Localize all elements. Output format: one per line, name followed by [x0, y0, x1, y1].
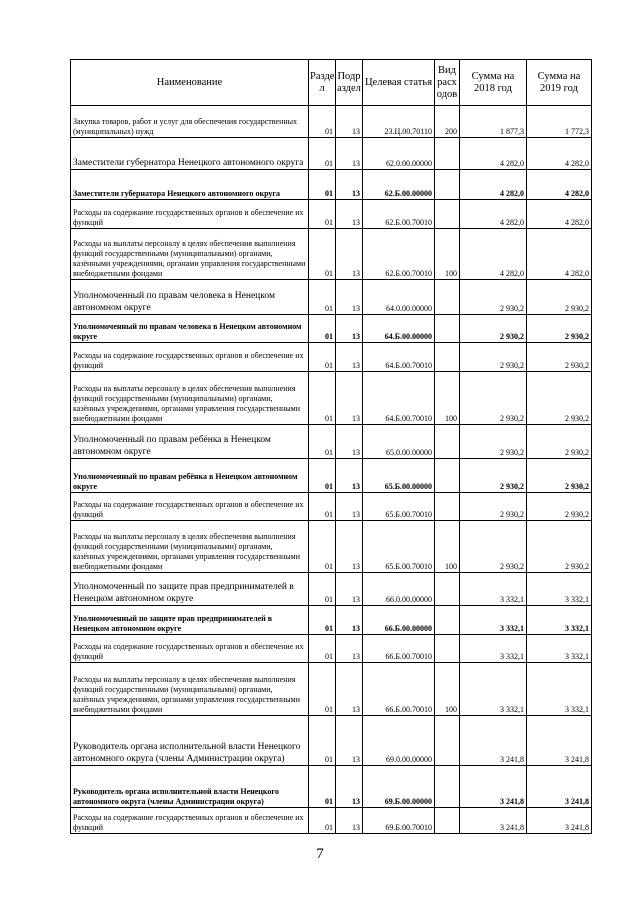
cell-article: 65.0.00.00000	[363, 425, 435, 459]
cell-razdel: 01	[309, 459, 336, 493]
cell-name: Руководитель органа исполнительной власти Ненецкого автономного округа (члены Администрации округа)	[71, 766, 309, 808]
cell-sum-2018: 4 282,0	[460, 200, 527, 229]
cell-sum-2018: 2 930,2	[460, 372, 527, 425]
cell-podrazdel: 13	[336, 766, 363, 808]
cell-article: 62.Б.00.70010	[363, 229, 435, 280]
cell-podrazdel: 13	[336, 280, 363, 315]
cell-sum-2018: 1 877,3	[460, 106, 527, 138]
header-podrazdel: Подр аздел	[336, 60, 363, 106]
cell-sum-2018: 2 930,2	[460, 521, 527, 573]
cell-razdel: 01	[309, 766, 336, 808]
cell-name: Уполномоченный по правам ребёнка в Ненецком автономном округе	[71, 459, 309, 493]
cell-article: 66.Б.00.70010	[363, 663, 435, 716]
table-row	[71, 425, 592, 459]
cell-podrazdel: 13	[336, 425, 363, 459]
cell-article: 69.0.00.00000	[363, 716, 435, 766]
cell-article: 69.Б.00.70010	[363, 808, 435, 834]
cell-sum-2018: 2 930,2	[460, 280, 527, 315]
cell-sum-2019: 1 772,3	[527, 106, 592, 138]
cell-razdel: 01	[309, 372, 336, 425]
cell-name: Уполномоченный по защите прав предпринимателей в Ненецком автономном округе	[71, 573, 309, 606]
table-row	[71, 315, 592, 343]
cell-name: Руководитель органа исполнительной власти Ненецкого автономного округа (члены Администрации округа)	[71, 716, 309, 766]
cell-article: 62.0.00.00000	[363, 138, 435, 170]
cell-sum-2018: 2 930,2	[460, 459, 527, 493]
cell-vid	[435, 343, 460, 372]
cell-sum-2018: 3 332,1	[460, 663, 527, 716]
cell-sum-2019: 2 930,2	[527, 372, 592, 425]
cell-podrazdel: 13	[336, 106, 363, 138]
cell-sum-2019: 2 930,2	[527, 521, 592, 573]
cell-sum-2018: 2 930,2	[460, 425, 527, 459]
cell-podrazdel: 13	[336, 372, 363, 425]
cell-razdel: 01	[309, 606, 336, 635]
cell-name: Закупка товаров, работ и услуг для обеспечения государственных (муниципальных) нужд	[71, 106, 309, 138]
cell-sum-2018: 4 282,0	[460, 170, 527, 200]
cell-podrazdel: 13	[336, 343, 363, 372]
cell-razdel: 01	[309, 138, 336, 170]
cell-sum-2018: 2 930,2	[460, 493, 527, 521]
cell-name: Расходы на выплаты персоналу в целях обеспечения выполнения функций государственными (муниципальными) органами, казёнными учреждениями, органами управления государственными внебюджетными фондами	[71, 229, 309, 280]
header-name: Наименование	[71, 60, 309, 106]
cell-razdel: 01	[309, 635, 336, 663]
table-row	[71, 573, 592, 606]
cell-name: Расходы на выплаты персоналу в целях обеспечения выполнения функций государственными (муниципальными) органами, казённых учреждениями, органами управления государственными внебюджетными фондами	[71, 663, 309, 716]
cell-sum-2019: 3 332,1	[527, 606, 592, 635]
cell-sum-2019: 4 282,0	[527, 229, 592, 280]
cell-article: 66.0.00.00000	[363, 573, 435, 606]
cell-article: 65.Б.00.00000	[363, 459, 435, 493]
cell-vid	[435, 606, 460, 635]
cell-podrazdel: 13	[336, 606, 363, 635]
cell-razdel: 01	[309, 315, 336, 343]
cell-article: 66.Б.00.70010	[363, 635, 435, 663]
cell-name: Уполномоченный по правам человека в Ненецком автономном округе	[71, 315, 309, 343]
cell-name: Расходы на содержание государственных органов и обеспечение их функций	[71, 493, 309, 521]
cell-vid	[435, 573, 460, 606]
cell-podrazdel: 13	[336, 459, 363, 493]
cell-article: 65.Б.00.70010	[363, 521, 435, 573]
table-row	[71, 635, 592, 663]
cell-sum-2019: 2 930,2	[527, 315, 592, 343]
cell-podrazdel: 13	[336, 229, 363, 280]
table-row	[71, 521, 592, 573]
cell-podrazdel: 13	[336, 200, 363, 229]
cell-sum-2019: 3 241,8	[527, 766, 592, 808]
cell-podrazdel: 13	[336, 170, 363, 200]
cell-razdel: 01	[309, 716, 336, 766]
cell-razdel: 01	[309, 808, 336, 834]
cell-podrazdel: 13	[336, 635, 363, 663]
cell-vid	[435, 808, 460, 834]
cell-name: Расходы на содержание государственных органов и обеспечение их функций	[71, 343, 309, 372]
table-body	[71, 106, 592, 834]
cell-sum-2019: 4 282,0	[527, 170, 592, 200]
cell-name: Расходы на содержание государственных органов и обеспечение их функций	[71, 808, 309, 834]
cell-article: 62.Б.00.70010	[363, 200, 435, 229]
table-row	[71, 372, 592, 425]
cell-vid	[435, 766, 460, 808]
cell-sum-2018: 3 241,8	[460, 808, 527, 834]
header-sum-2019: Сумма на 2019 год	[527, 60, 592, 106]
cell-razdel: 01	[309, 521, 336, 573]
cell-vid	[435, 170, 460, 200]
cell-sum-2018: 3 241,8	[460, 716, 527, 766]
table-row	[71, 606, 592, 635]
cell-razdel: 01	[309, 343, 336, 372]
table-row	[71, 200, 592, 229]
cell-podrazdel: 13	[336, 138, 363, 170]
cell-vid: 100	[435, 521, 460, 573]
cell-sum-2018: 2 930,2	[460, 315, 527, 343]
cell-razdel: 01	[309, 493, 336, 521]
cell-razdel: 01	[309, 106, 336, 138]
cell-vid	[435, 716, 460, 766]
cell-vid	[435, 425, 460, 459]
table-row	[71, 229, 592, 280]
cell-podrazdel: 13	[336, 573, 363, 606]
cell-article: 23.Ц.00.70110	[363, 106, 435, 138]
table-row	[71, 716, 592, 766]
cell-sum-2019: 3 241,8	[527, 716, 592, 766]
table-row	[71, 766, 592, 808]
table-row	[71, 138, 592, 170]
cell-sum-2019: 2 930,2	[527, 280, 592, 315]
cell-podrazdel: 13	[336, 493, 363, 521]
cell-name: Уполномоченный по правам человека в Ненецком автономном округе	[71, 280, 309, 315]
cell-sum-2018: 2 930,2	[460, 343, 527, 372]
cell-razdel: 01	[309, 280, 336, 315]
cell-razdel: 01	[309, 229, 336, 280]
cell-vid	[435, 315, 460, 343]
cell-razdel: 01	[309, 170, 336, 200]
header-vid: Вид расх одов	[435, 60, 460, 106]
cell-article: 64.Б.00.70010	[363, 372, 435, 425]
table-row	[71, 459, 592, 493]
cell-sum-2019: 2 930,2	[527, 493, 592, 521]
cell-vid	[435, 493, 460, 521]
cell-vid: 100	[435, 663, 460, 716]
cell-article: 64.0.00.00000	[363, 280, 435, 315]
cell-name: Расходы на содержание государственных органов и обеспечение их функций	[71, 200, 309, 229]
cell-podrazdel: 13	[336, 315, 363, 343]
cell-razdel: 01	[309, 425, 336, 459]
cell-sum-2019: 3 241,8	[527, 808, 592, 834]
cell-podrazdel: 13	[336, 521, 363, 573]
cell-name: Расходы на выплаты персоналу в целях обеспечения выполнения функций государственными (муниципальными) органами, казённых учреждениями, органами управления государственными внебюджетными фондами	[71, 521, 309, 573]
cell-name: Расходы на содержание государственных органов и обеспечение их функций	[71, 635, 309, 663]
page-number: 7	[316, 846, 324, 862]
header-sum-2018: Сумма на 2018 год	[460, 60, 527, 106]
cell-podrazdel: 13	[336, 808, 363, 834]
cell-razdel: 01	[309, 200, 336, 229]
cell-article: 69.Б.00.00000	[363, 766, 435, 808]
table-row	[71, 808, 592, 834]
cell-vid: 200	[435, 106, 460, 138]
cell-sum-2019: 4 282,0	[527, 200, 592, 229]
cell-razdel: 01	[309, 663, 336, 716]
table-row	[71, 493, 592, 521]
cell-sum-2019: 2 930,2	[527, 459, 592, 493]
table-row	[71, 106, 592, 138]
cell-article: 62.Б.00.00000	[363, 170, 435, 200]
table-row	[71, 280, 592, 315]
cell-razdel: 01	[309, 573, 336, 606]
cell-sum-2018: 3 241,8	[460, 766, 527, 808]
header-razdel: Разде л	[309, 60, 336, 106]
cell-vid	[435, 200, 460, 229]
cell-article: 65.Б.00.70010	[363, 493, 435, 521]
budget-table	[70, 59, 592, 834]
cell-sum-2019: 3 332,1	[527, 663, 592, 716]
cell-name: Заместители губернатора Ненецкого автономного округа	[71, 138, 309, 170]
table-row	[71, 343, 592, 372]
cell-sum-2018: 4 282,0	[460, 229, 527, 280]
table-row	[71, 663, 592, 716]
cell-sum-2019: 3 332,1	[527, 635, 592, 663]
cell-article: 64.Б.00.70010	[363, 343, 435, 372]
cell-sum-2019: 2 930,2	[527, 343, 592, 372]
cell-sum-2019: 3 332,1	[527, 573, 592, 606]
table-header-row	[71, 60, 592, 106]
cell-sum-2018: 3 332,1	[460, 635, 527, 663]
header-article: Целевая статья	[363, 60, 435, 106]
cell-vid	[435, 459, 460, 493]
cell-name: Расходы на выплаты персоналу в целях обеспечения выполнения функций государственными (муниципальными) органами, казённых учреждениями, органами управления государственными внебюджетными фондами	[71, 372, 309, 425]
cell-vid: 100	[435, 229, 460, 280]
cell-podrazdel: 13	[336, 716, 363, 766]
cell-vid	[435, 138, 460, 170]
cell-sum-2018: 4 282,0	[460, 138, 527, 170]
cell-name: Заместители губернатора Ненецкого автономного округа	[71, 170, 309, 200]
cell-sum-2019: 2 930,2	[527, 425, 592, 459]
cell-name: Уполномоченный по правам ребёнка в Ненецком автономном округе	[71, 425, 309, 459]
cell-sum-2018: 3 332,1	[460, 606, 527, 635]
cell-sum-2019: 4 282,0	[527, 138, 592, 170]
table-row	[71, 170, 592, 200]
cell-podrazdel: 13	[336, 663, 363, 716]
cell-vid	[435, 280, 460, 315]
cell-article: 66.Б.00.00000	[363, 606, 435, 635]
cell-vid: 100	[435, 372, 460, 425]
cell-article: 64.Б.00.00000	[363, 315, 435, 343]
cell-sum-2018: 3 332,1	[460, 573, 527, 606]
cell-vid	[435, 635, 460, 663]
cell-name: Уполномоченный по защите прав предпринимателей в Ненецком автономном округе	[71, 606, 309, 635]
